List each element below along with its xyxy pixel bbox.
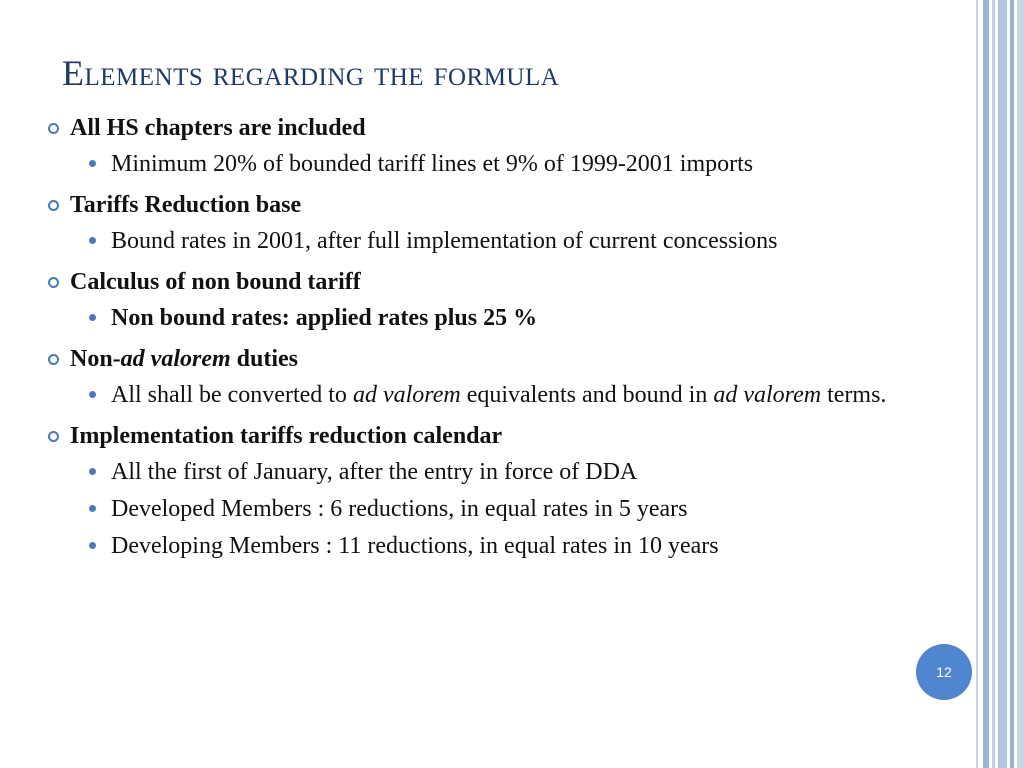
bullet-heading: Implementation tariffs reduction calendar — [70, 423, 503, 449]
dot-bullet-icon — [89, 314, 96, 321]
sub-bullet-item — [44, 456, 904, 489]
bullet-heading-italic: ad valorem — [120, 346, 231, 372]
bullet-item-implementation-calendar — [44, 420, 904, 452]
bullet-heading: All HS chapters are included — [70, 115, 366, 141]
bullet-item-non-bound-tariff — [44, 266, 904, 298]
side-bar — [998, 0, 1007, 768]
side-bar — [976, 0, 978, 768]
sub-bullet-text: Bound rates in 2001, after full implementation of current concessions — [111, 228, 778, 254]
sub-bullet-item — [44, 379, 904, 412]
page-number: 12 — [936, 664, 952, 680]
sub-bullet-text: Minimum 20% of bounded tariff lines et 9% of 1999-2001 imports — [111, 151, 754, 177]
sub-bullet-text: All the first of January, after the entry in force of DDA — [111, 459, 638, 485]
bullet-item-hs-chapters — [44, 112, 904, 144]
dot-bullet-icon — [89, 160, 96, 167]
sub-bullet-italic: ad valorem — [713, 382, 822, 408]
bullet-item-non-ad-valorem — [44, 343, 904, 375]
sub-bullet-text: Developing Members : 11 reductions, in equal rates in 10 years — [111, 533, 719, 559]
bullet-heading: Tariffs Reduction base — [70, 192, 302, 218]
bullet-heading-part: duties — [230, 346, 299, 372]
sub-bullet-item — [44, 148, 904, 181]
side-bar — [1017, 0, 1024, 768]
circle-bullet-icon — [48, 123, 59, 134]
slide-title: Elements regarding the formula — [62, 53, 560, 93]
decorative-side-bars — [976, 0, 1024, 768]
side-bar — [1010, 0, 1014, 768]
sub-bullet-text: Developed Members : 6 reductions, in equal rates in 5 years — [111, 496, 688, 522]
circle-bullet-icon — [48, 277, 59, 288]
sub-bullet-italic: ad valorem — [352, 382, 461, 408]
sub-bullet-item — [44, 302, 904, 335]
dot-bullet-icon — [89, 237, 96, 244]
circle-bullet-icon — [48, 431, 59, 442]
bullet-item-reduction-base — [44, 189, 904, 221]
sub-bullet-text: equivalents and bound in — [460, 382, 714, 408]
sub-bullet-text: Non bound rates: applied rates plus 25 % — [111, 305, 538, 331]
sub-bullet-item — [44, 225, 904, 258]
sub-bullet-item — [44, 530, 904, 563]
bullet-heading: Calculus of non bound tariff — [70, 269, 361, 295]
bullet-heading-part: Non- — [70, 346, 121, 372]
dot-bullet-icon — [89, 505, 96, 512]
sub-bullet-text: terms. — [821, 382, 887, 408]
circle-bullet-icon — [48, 200, 59, 211]
page-number-badge — [916, 644, 972, 700]
dot-bullet-icon — [89, 391, 96, 398]
side-bar — [992, 0, 995, 768]
circle-bullet-icon — [48, 354, 59, 365]
dot-bullet-icon — [89, 542, 96, 549]
side-bar — [983, 0, 989, 768]
bullet-list — [44, 112, 904, 563]
dot-bullet-icon — [89, 468, 96, 475]
sub-bullet-text: All shall be converted to — [111, 382, 353, 408]
sub-bullet-item — [44, 493, 904, 526]
